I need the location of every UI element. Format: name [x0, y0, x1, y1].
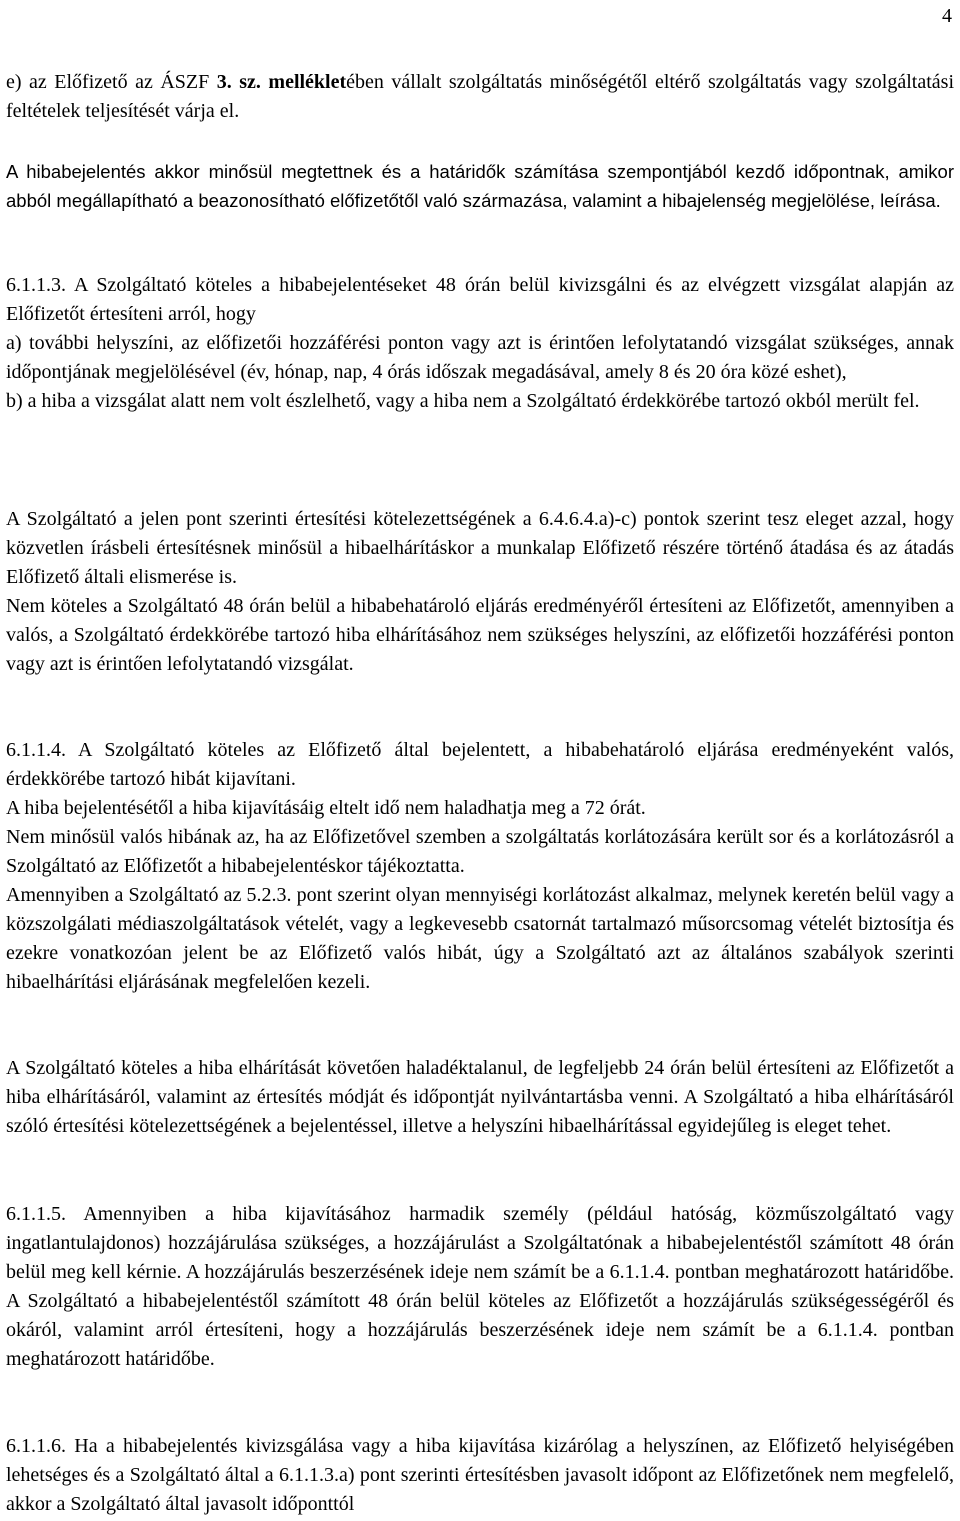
para-qualify-text: A hibabejelentés akkor minősül megtettnek és a határidők számítása szempontjából kezdő időpontnak, amikor abból megállapítható a beazonosítható előfizetőtől való származása, valamint a hibajelenség megjelölése, leírása.	[6, 161, 954, 211]
section-6-1-1-6	[6, 1432, 954, 1519]
s6113-notice	[6, 505, 954, 679]
s6113-intro: 6.1.1.3. A Szolgáltató köteles a hibabejelentéseket 48 órán belül kivizsgálni és az elvégzett vizsgálat alapján az Előfizetőt értesíteni arról, hogy	[6, 274, 954, 325]
page-number: 4	[942, 5, 952, 27]
item-e-text	[6, 68, 954, 126]
section-6-1-1-5	[6, 1200, 954, 1374]
item-e	[6, 68, 954, 126]
para-qualify	[6, 157, 954, 215]
s6114-notify-text: A Szolgáltató köteles a hiba elhárítását követően haladéktalanul, de legfeljebb 24 órán belül értesíteni az Előfizetőt a hiba elhárításáról, valamint az értesítés módját és időpontját nyilvántartásba venni. A Szolgáltató a hiba elhárításáról szóló értesítési kötelezettségének a bejelentéssel, illetve a helyszíni hibaelhárítással egyidejűleg is eleget tehet.	[6, 1057, 954, 1137]
item-e-prefix: e) az Előfizető az ÁSZF	[6, 71, 217, 93]
s6113-item-a: a) további helyszíni, az előfizetői hozzáférési ponton vagy azt is érintően lefolytatandó vizsgálat szükséges, annak időpontjának megjelölésével (év, hónap, nap, 4 órás időszak megadásával, amely 8 és 20 óra közé eshet),	[6, 332, 954, 383]
s6115-text: 6.1.1.5. Amennyiben a hiba kijavításához harmadik személy (például hatóság, közműszolgáltató vagy ingatlantulajdonos) hozzájárulása szükséges, a hozzájárulást a Szolgáltatónak a hibabejelentéstől számított 48 órán belül meg kell kérnie. A hozzájárulás beszerzésének ideje nem számít be a 6.1.1.4. pontban meghatározott határidőbe. A Szolgáltató a hibabejelentéstől számított 48 órán belül köteles az Előfizetőt a hozzájárulás szükségességéről és okáról, valamint arról értesíteni, hogy a hozzájárulás beszerzésének ideje nem számít be a 6.1.1.4. pontban meghatározott határidőbe.	[6, 1203, 954, 1370]
s6114-notify	[6, 1054, 954, 1141]
item-e-reference: 3. sz. melléklet	[216, 71, 347, 93]
s6113-item-b: b) a hiba a vizsgálat alatt nem volt észlelhető, vagy a hiba nem a Szolgáltató érdekkörébe tartozó okból merült fel.	[6, 390, 920, 412]
item-e-suffix: ében vállalt szolgáltatás minőségétől eltérő szolgáltatás vagy szolgáltatási feltételek teljesítését várja el.	[6, 71, 954, 122]
s6114-intro: 6.1.1.4. A Szolgáltató köteles az Előfizető által bejelentett, a hibabehatároló eljárása eredményeként valós, érdekkörébe tartozó hibát kijavítani.	[6, 739, 954, 790]
s6113-not-required: Nem köteles a Szolgáltató 48 órán belül a hibabehatároló eljárás eredményéről értesíteni az Előfizetőt, amennyiben a valós, a Szolgáltató érdekkörébe tartozó hiba elhárításához nem szükséges helyszíni, az előfizetői hozzáférési ponton vagy azt is érintően lefolytatandó vizsgálat.	[6, 595, 954, 675]
s6116-text: 6.1.1.6. Ha a hibabejelentés kivizsgálása vagy a hiba kijavítása kizárólag a helyszínen, az Előfizető helyiségében lehetséges és a Szolgáltató által a 6.1.1.3.a) pont szerinti értesítésben javasolt időpont az Előfizetőnek nem megfelelő, akkor a Szolgáltató által javasolt időponttól	[6, 1435, 954, 1515]
s6114-deadline: A hiba bejelentésétől a hiba kijavításáig eltelt idő nem haladhatja meg a 72 órát.	[6, 797, 646, 819]
section-6-1-1-4	[6, 736, 954, 997]
section-6-1-1-3	[6, 271, 954, 416]
s6113-notice-text: A Szolgáltató a jelen pont szerinti értesítési kötelezettségének a 6.4.6.4.a)-c) pontok szerint tesz eleget azzal, hogy közvetlen írásbeli értesítésnek minősül a hibaelhárításkor a munkalap Előfizető részére történő átadása és az átadás Előfizető általi elismerése is.	[6, 508, 954, 588]
s6114-quantity-limit: Amennyiben a Szolgáltató az 5.2.3. pont szerint olyan mennyiségi korlátozást alkalmaz, melynek keretén belül vagy a közszolgálati médiaszolgáltatások vételét, vagy a legkevesebb csatornát tartalmazó műsorcsomag vételét biztosítja és ezekre vonatkozóan jelent be az Előfizető valós hibát, úgy a Szolgáltató azt az általános szabályok szerinti hibaelhárítási eljárásának megfelelően kezeli.	[6, 884, 954, 993]
s6114-not-valid: Nem minősül valós hibának az, ha az Előfizetővel szemben a szolgáltatás korlátozására került sor és a korlátozásról a Szolgáltató az Előfizetőt a hibabejelentéskor tájékoztatta.	[6, 826, 954, 877]
